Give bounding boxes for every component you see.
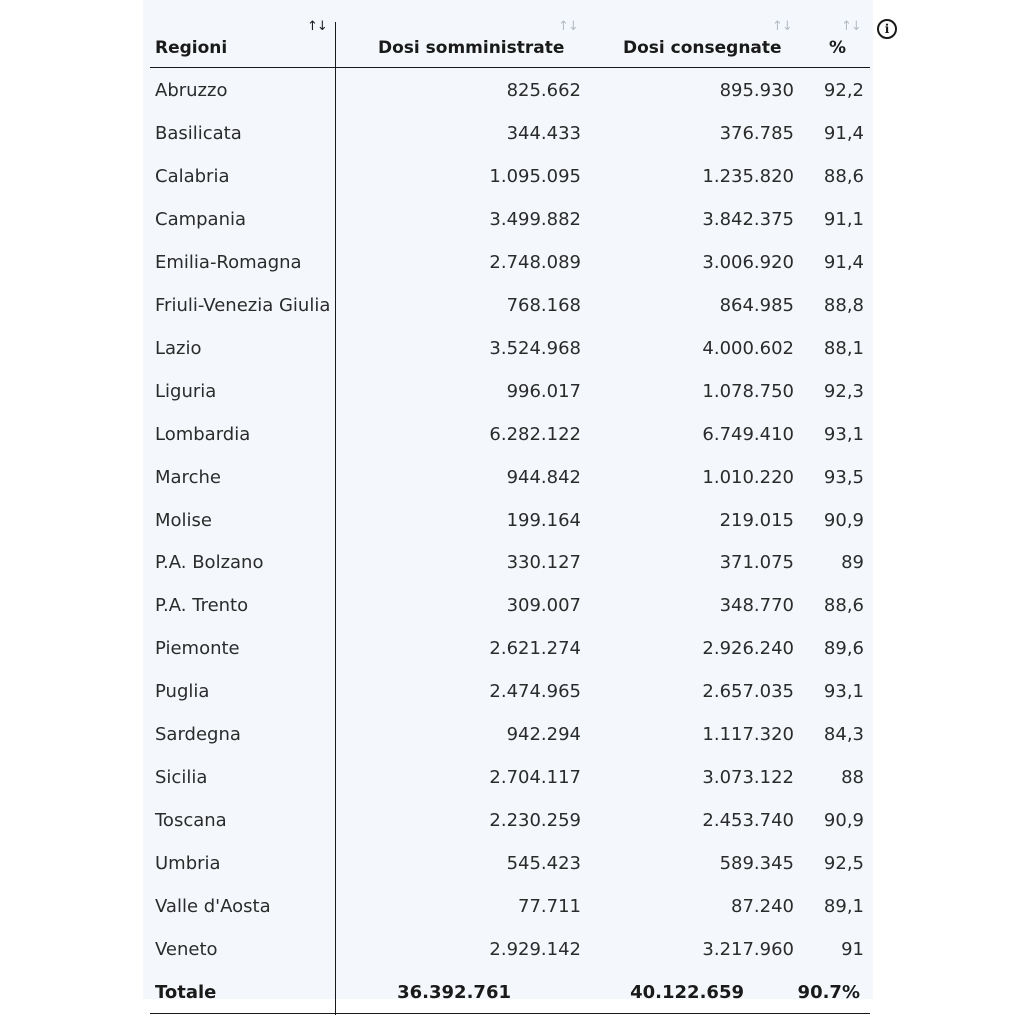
cell-dosi-consegnate: 3.073.122: [702, 767, 794, 789]
cell-percent: 88,6: [823, 165, 864, 187]
cell-dosi-consegnate: 87.240: [731, 896, 794, 918]
table-row: [0, 713, 1024, 756]
table-row: [0, 413, 1024, 456]
cell-percent: 88: [841, 767, 864, 789]
header-divider: [150, 67, 870, 68]
cell-dosi-somministrate: 825.662: [506, 80, 581, 101]
cell-percent: 90,9: [823, 509, 864, 531]
cell-percent: 93,1: [823, 681, 864, 703]
cell-percent: 90,9: [823, 810, 864, 832]
table-row: [0, 69, 1024, 112]
table-row: [0, 541, 1024, 584]
cell-dosi-somministrate: 2.929.142: [489, 939, 581, 960]
cell-dosi-consegnate: 1.117.320: [702, 724, 794, 746]
cell-dosi-somministrate: 768.168: [506, 294, 581, 316]
cell-region: Toscana: [155, 810, 227, 832]
cell-percent: 89,1: [823, 896, 864, 918]
cell-dosi-somministrate: 330.127: [506, 552, 581, 574]
cell-dosi-consegnate: 895.930: [719, 80, 794, 101]
cell-dosi-somministrate: 545.423: [506, 853, 581, 875]
table-row: [0, 885, 1024, 928]
table-row: [0, 284, 1024, 327]
cell-dosi-somministrate: 942.294: [506, 724, 581, 746]
table-row: [0, 198, 1024, 241]
cell-percent: 84,3: [823, 724, 864, 746]
cell-region: Sicilia: [155, 767, 208, 789]
table-row: [0, 799, 1024, 842]
cell-region: Molise: [155, 509, 212, 531]
cell-dosi-consegnate: 3.217.960: [702, 939, 794, 960]
table-row: [0, 155, 1024, 198]
table-row: [0, 842, 1024, 885]
sort-somministrate-icon[interactable]: ↑↓: [558, 19, 578, 34]
cell-dosi-consegnate: 1.235.820: [702, 165, 794, 187]
cell-region: Puglia: [155, 681, 210, 703]
table-row: [0, 928, 1024, 971]
cell-region: Veneto: [155, 939, 218, 960]
cell-percent: 92,5: [823, 853, 864, 875]
cell-dosi-consegnate: 348.770: [719, 595, 794, 617]
table-row: [0, 584, 1024, 627]
cell-dosi-consegnate: 6.749.410: [702, 423, 794, 445]
table-row: [0, 112, 1024, 155]
cell-region: Valle d'Aosta: [155, 896, 271, 918]
cell-percent: 91,4: [823, 251, 864, 273]
cell-dosi-somministrate: 199.164: [506, 509, 581, 531]
cell-percent: 88,1: [823, 337, 864, 359]
cell-dosi-somministrate: 2.748.089: [489, 251, 581, 273]
cell-dosi-consegnate: 2.926.240: [702, 638, 794, 660]
cell-percent: 89: [841, 552, 864, 574]
table-row: [0, 670, 1024, 713]
cell-region: Lombardia: [155, 423, 251, 445]
cell-percent: 91,4: [823, 122, 864, 144]
cell-region: Abruzzo: [155, 80, 228, 101]
cell-dosi-somministrate: 2.474.965: [489, 681, 581, 703]
cell-region: Emilia-Romagna: [155, 251, 302, 273]
cell-dosi-somministrate: 344.433: [506, 122, 581, 144]
total-row: [0, 971, 1024, 1014]
header-percent[interactable]: %: [829, 38, 847, 58]
cell-dosi-somministrate: 2.704.117: [489, 767, 581, 789]
cell-percent: 92,3: [823, 380, 864, 402]
cell-region: Campania: [155, 208, 247, 230]
cell-region: Calabria: [155, 165, 230, 187]
cell-percent: 90.7%: [797, 981, 860, 1003]
cell-dosi-consegnate: 864.985: [719, 294, 794, 316]
header-region[interactable]: Regioni: [155, 38, 228, 58]
cell-region: Umbria: [155, 853, 221, 875]
table-row: [0, 456, 1024, 499]
cell-dosi-consegnate: 3.006.920: [702, 251, 794, 273]
cell-dosi-consegnate: 1.010.220: [702, 466, 794, 488]
cell-dosi-somministrate: 996.017: [506, 380, 581, 402]
cell-dosi-consegnate: 371.075: [719, 552, 794, 574]
cell-dosi-consegnate: 589.345: [719, 853, 794, 875]
header-dosi-somministrate[interactable]: Dosi somministrate: [378, 38, 565, 58]
info-icon[interactable]: i: [877, 19, 897, 39]
cell-region: Lazio: [155, 337, 202, 359]
sort-region-icon[interactable]: ↑↓: [307, 19, 327, 34]
cell-percent: 91: [841, 939, 864, 960]
cell-region: Friuli-Venezia Giulia: [155, 294, 331, 316]
cell-percent: 89,6: [823, 638, 864, 660]
cell-region: Totale: [155, 981, 217, 1003]
cell-dosi-consegnate: 4.000.602: [702, 337, 794, 359]
cell-dosi-somministrate: 2.621.274: [489, 638, 581, 660]
header-dosi-consegnate[interactable]: Dosi consegnate: [623, 38, 782, 58]
table-row: [0, 499, 1024, 542]
cell-dosi-consegnate: 2.657.035: [702, 681, 794, 703]
table-row: [0, 756, 1024, 799]
cell-dosi-somministrate: 36.392.761: [397, 981, 511, 1003]
cell-region: Basilicata: [155, 122, 242, 144]
cell-dosi-somministrate: 3.524.968: [489, 337, 581, 359]
cell-region: Piemonte: [155, 638, 240, 660]
cell-dosi-somministrate: 944.842: [506, 466, 581, 488]
cell-dosi-consegnate: 40.122.659: [630, 981, 744, 1003]
cell-dosi-somministrate: 77.711: [518, 896, 581, 918]
sort-consegnate-icon[interactable]: ↑↓: [772, 19, 792, 34]
cell-percent: 88,8: [823, 294, 864, 316]
cell-dosi-consegnate: 2.453.740: [702, 810, 794, 832]
cell-dosi-consegnate: 219.015: [719, 509, 794, 531]
cell-dosi-consegnate: 376.785: [719, 122, 794, 144]
cell-region: Sardegna: [155, 724, 241, 746]
cell-dosi-consegnate: 1.078.750: [702, 380, 794, 402]
cell-dosi-somministrate: 1.095.095: [489, 165, 581, 187]
cell-percent: 93,1: [823, 423, 864, 445]
cell-percent: 88,6: [823, 595, 864, 617]
table-row: [0, 370, 1024, 413]
cell-dosi-consegnate: 3.842.375: [702, 208, 794, 230]
cell-dosi-somministrate: 3.499.882: [489, 208, 581, 230]
cell-region: P.A. Trento: [155, 595, 249, 617]
cell-percent: 93,5: [823, 466, 864, 488]
cell-percent: 92,2: [823, 80, 864, 101]
cell-region: P.A. Bolzano: [155, 552, 264, 574]
cell-region: Liguria: [155, 380, 217, 402]
cell-percent: 91,1: [823, 208, 864, 230]
cell-dosi-somministrate: 309.007: [506, 595, 581, 617]
cell-dosi-somministrate: 2.230.259: [489, 810, 581, 832]
table-row: [0, 327, 1024, 370]
cell-dosi-somministrate: 6.282.122: [489, 423, 581, 445]
cell-region: Marche: [155, 466, 221, 488]
table-row: [0, 627, 1024, 670]
table-row: [0, 241, 1024, 284]
sort-percent-icon[interactable]: ↑↓: [841, 19, 861, 34]
